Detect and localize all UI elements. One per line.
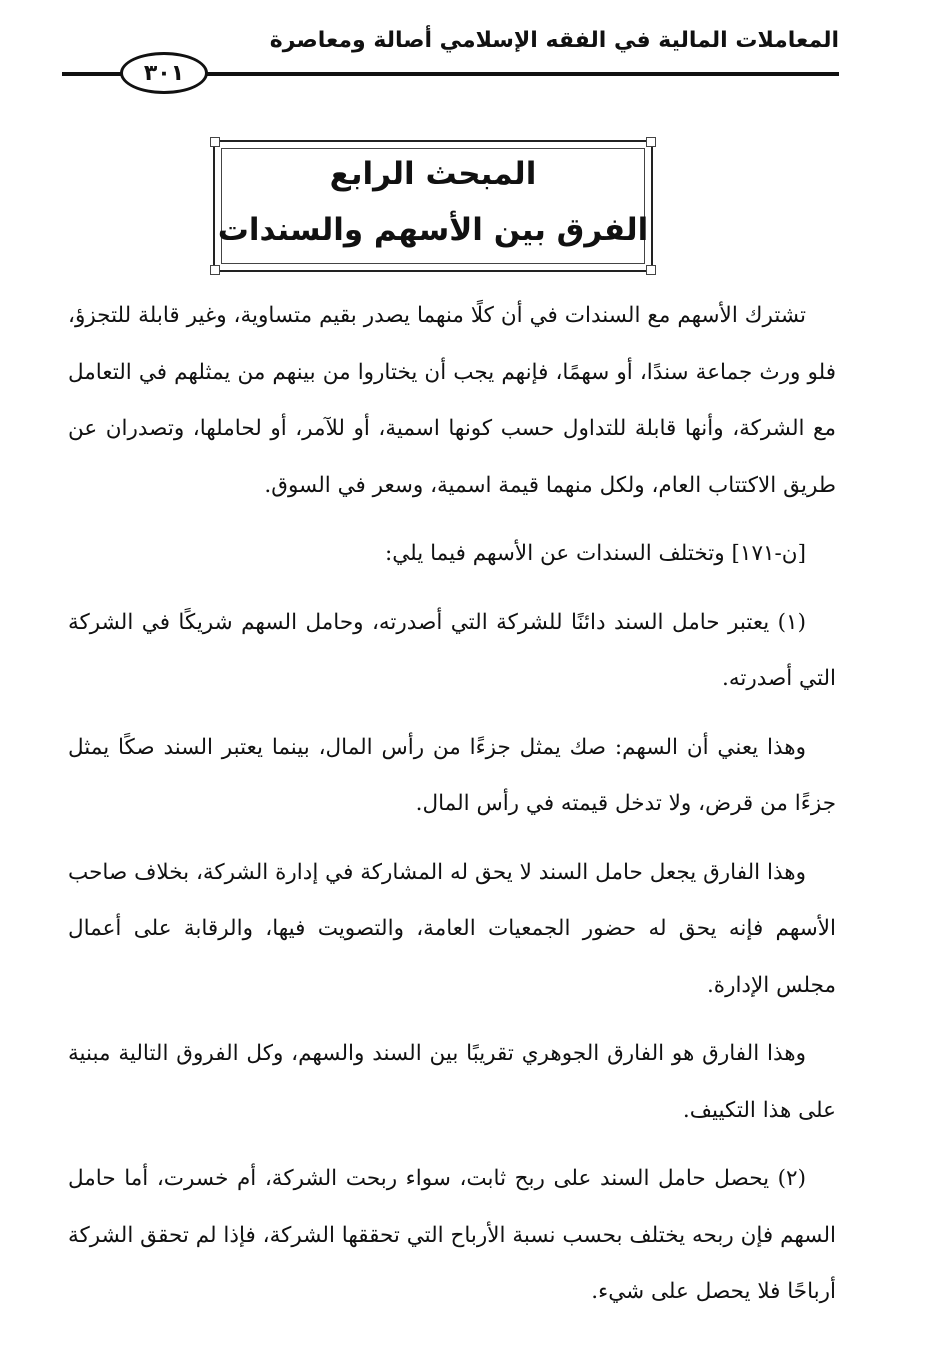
paragraph: [ن-١٧١] وتختلف السندات عن الأسهم فيما يلي: — [385, 541, 806, 566]
page-header — [0, 0, 939, 100]
paragraph: (١) يعتبر حامل السند دائنًا للشركة التي أصدرته، وحامل السهم شريكًا في الشركة التي أصدرته. — [68, 609, 836, 691]
paragraph: وهذا الفارق هو الفارق الجوهري تقريبًا بين السند والسهم، وكل الفروق التالية مبنية على هذا التكييف. — [68, 1041, 836, 1123]
section-title-frame — [213, 140, 653, 272]
running-head: المعاملات المالية في الفقه الإسلامي أصالة ومعاصرة — [269, 28, 839, 53]
frame-corner-ornament — [646, 265, 656, 275]
section-subheading: الفرق بين الأسهم والسندات — [217, 212, 649, 248]
paragraph: وهذا الفارق يجعل حامل السند لا يحق له المشاركة في إدارة الشركة، بخلاف صاحب الأسهم فإنه يحق له حضور الجمعيات العامة، والتصويت فيها، والرقابة على أعمال مجلس الإدارة. — [68, 859, 836, 998]
paragraph: (٢) يحصل حامل السند على ربح ثابت، سواء ربحت الشركة، أم خسرت، أما حامل السهم فإن ربحه يختلف بحسب نسبة الأرباح التي تحققها الشركة، فإذا لم تحقق الشركة أرباحًا فلا يحصل على شيء. — [68, 1166, 836, 1304]
section-heading: المبحث الرابع — [329, 156, 537, 192]
frame-corner-ornament — [210, 137, 220, 147]
header-rule-left — [62, 72, 127, 76]
frame-corner-ornament — [646, 137, 656, 147]
paragraph: تشترك الأسهم مع السندات في أن كلًا منهما يصدر بقيم متساوية، وغير قابلة للتجزؤ، فلو ورث جماعة سندًا، أو سهمًا، فإنهم يجب أن يختاروا من بينهم من يمثلهم في التعامل مع الشركة، وأنها قابلة للتداول حسب كونها اسمية، أو للآمر، أو لحاملها، وتصدران عن طريق الاكتتاب العام، ولكل منهما قيمة اسمية، وسعر في السوق. — [68, 303, 836, 498]
header-rule — [205, 72, 839, 76]
page-number: ٣٠١ — [120, 52, 208, 94]
paragraph: وهذا يعني أن السهم: صك يمثل جزءًا من رأس المال، بينما يعتبر السند صكًا يمثل جزءًا من قرض، ولا تدخل قيمته في رأس المال. — [68, 734, 836, 816]
body-text — [68, 288, 836, 1321]
frame-corner-ornament — [210, 265, 220, 275]
